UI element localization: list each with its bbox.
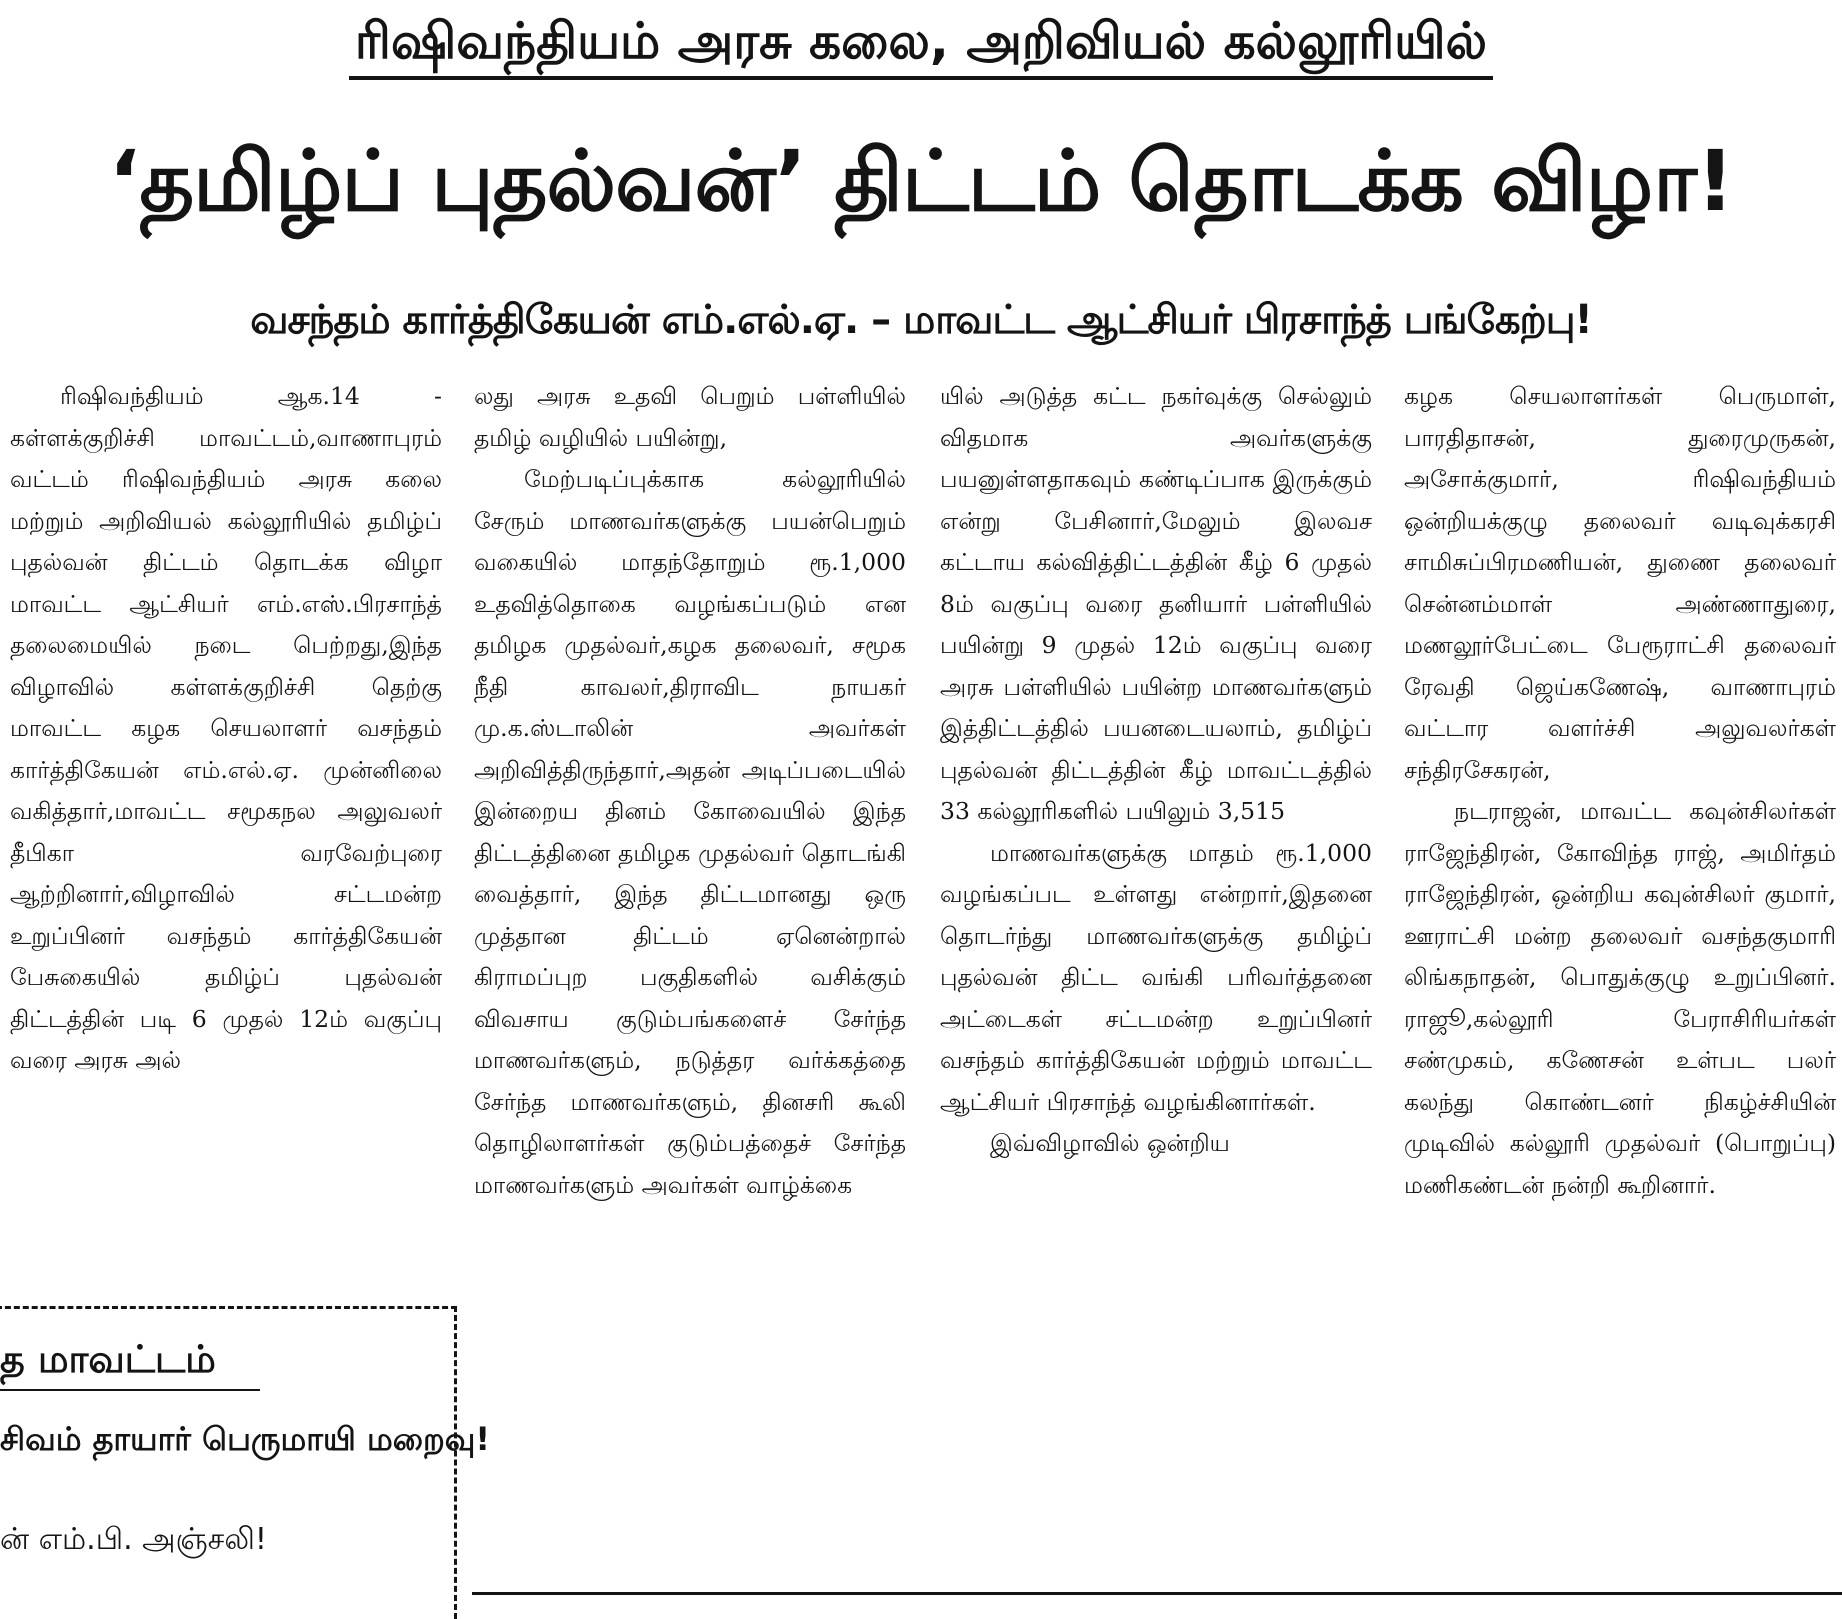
body-column-1 xyxy=(10,376,442,1074)
paragraph: மாணவர்களுக்கு மாதம் ரூ.1,000 வழங்கப்பட உள்ளது என்றார்,இதனை தொடர்ந்து மாணவர்களுக்கு தமிழ்ப் புதல்வன் திட்ட வங்கி பரிவர்த்தனை அட்டைகள் சட்டமன்ற உறுப்பினர் வசந்தம் கார்த்திகேயன் மற்றும் மாவட்ட ஆட்சியர் பிரசாந்த் வழங்கினார்கள். xyxy=(940,838,1372,1116)
adjacent-headline: சிவம் தாயார் பெருமாயி மறைவு! xyxy=(0,1420,491,1458)
body-column-4 xyxy=(1404,376,1836,1600)
body-column-3 xyxy=(940,376,1372,1600)
article-subheadline: வசந்தம் கார்த்திகேயன் எம்.எல்.ஏ. – மாவட்ட ஆட்சியர் பிரசாந்த் பங்கேற்பு! xyxy=(250,297,1592,343)
paragraph: இவ்விழாவில் ஒன்றிய xyxy=(990,1129,1230,1157)
adjacent-subline: ன் எம்.பி. அஞ்சலி! xyxy=(0,1522,267,1557)
kicker-text: ரிஷிவந்தியம் அரசு கலை, அறிவியல் கல்லூரியில் xyxy=(349,6,1493,80)
article-kicker xyxy=(0,6,1842,88)
paragraph: கழக செயலாளர்கள் பெருமாள், பாரதிதாசன், துரைமுருகன், அசோக்குமார், ரிஷிவந்தியம் ஒன்றியக்குழு தலைவர் வடிவுக்கரசி சாமிசுப்பிரமணியன், துணை தலைவர் சென்னம்மாள் அண்ணாதுரை, மணலூர்பேட்டை பேரூராட்சி தலைவர் ரேவதி ஜெய்கணேஷ், வாணாபுரம் வட்டார வளர்ச்சி அலுவலர்கள் சந்திரசேகரன், xyxy=(1404,382,1836,784)
paragraph: ரிஷிவந்தியம் ஆக.14 - கள்ளக்குறிச்சி மாவட்டம்,வாணாபுரம் வட்டம் ரிஷிவந்தியம் அரசு கலை மற்றும் அறிவியல் கல்லூரியில் தமிழ்ப் புதல்வன் திட்டம் தொடக்க விழா மாவட்ட ஆட்சியர் எம்.எஸ்.பிரசாந்த் தலைமையில் நடை பெற்றது,இந்த விழாவில் கள்ளக்குறிச்சி தெற்கு மாவட்ட கழக செயலாளர் வசந்தம் கார்த்திகேயன் எம்.எல்.ஏ. முன்னிலை வகித்தார்,மாவட்ட சமூகநல அலுவலர் தீபிகா வரவேற்புரை ஆற்றினார்,விழாவில் சட்டமன்ற உறுப்பினர் வசந்தம் கார்த்திகேயன் பேசுகையில் தமிழ்ப் புதல்வன் திட்டத்தின் படி 6 முதல் 12ம் வகுப்பு வரை அரசு அல் xyxy=(10,382,442,1074)
paragraph: லது அரசு உதவி பெறும் பள்ளியில் தமிழ் வழியில் பயின்று, xyxy=(474,382,906,452)
bottom-divider xyxy=(472,1592,1842,1595)
paragraph: நடராஜன், மாவட்ட கவுன்சிலர்கள் ராஜேந்திரன், கோவிந்த ராஜ், அமிர்தம் ராஜேந்திரன், ஒன்றிய கவுன்சிலர் குமார், ஊராட்சி மன்ற தலைவர் வசந்தகுமாரி லிங்கநாதன், பொதுக்குழு உறுப்பினர். ராஜூ,கல்லூரி பேராசிரியர்கள் சண்முகம், கணேசன் உள்பட பலர் கலந்து கொண்டனர் நிகழ்ச்சியின் முடிவில் கல்லூரி முதல்வர் (பொறுப்பு) மணிகண்டன் நன்றி கூறினார். xyxy=(1404,797,1836,1199)
article-headline: ‘தமிழ்ப் புதல்வன்’ திட்டம் தொடக்க விழா! xyxy=(108,132,1734,230)
paragraph: மேற்படிப்புக்காக கல்லூரியில் சேரும் மாணவர்களுக்கு பயன்பெறும் வகையில் மாதந்தோறும் ரூ.1,000 உதவித்தொகை வழங்கப்படும் என தமிழக முதல்வர்,கழக தலைவர், சமூக நீதி காவலர்,திராவிட நாயகர் மு.க.ஸ்டாலின் அவர்கள் அறிவித்திருந்தார்,அதன் அடிப்படையில் இன்றைய தினம் கோவையில் இந்த திட்டத்தினை தமிழக முதல்வர் தொடங்கி வைத்தார், இந்த திட்டமானது ஒரு முத்தான திட்டம் ஏனென்றால் கிராமப்புற பகுதிகளில் வசிக்கும் விவசாய குடும்பங்களைச் சேர்ந்த மாணவர்களும், நடுத்தர வர்க்கத்தை சேர்ந்த மாணவர்களும், தினசரி கூலி தொழிலாளர்கள் குடும்பத்தைச் சேர்ந்த மாணவர்களும் அவர்கள் வாழ்க்கை xyxy=(474,465,906,1199)
body-column-2 xyxy=(474,376,906,1600)
adjacent-section-title: த மாவட்டம் xyxy=(0,1329,260,1391)
paragraph: யில் அடுத்த கட்ட நகர்வுக்கு செல்லும் விதமாக அவர்களுக்கு பயனுள்ளதாகவும் கண்டிப்பாக இருக்கும் என்று பேசினார்,மேலும் இலவச கட்டாய கல்வித்திட்டத்தின் கீழ் 6 முதல் 8ம் வகுப்பு வரை தனியார் பள்ளியில் பயின்று 9 முதல் 12ம் வகுப்பு வரை அரசு பள்ளியில் பயின்ற மாணவர்களும் இத்திட்டத்தில் பயனடையலாம், தமிழ்ப் புதல்வன் திட்டத்தின் கீழ் மாவட்டத்தில் 33 கல்லூரிகளில் பயிலும் 3,515 xyxy=(940,382,1372,825)
adjacent-article-box xyxy=(0,1306,491,1619)
